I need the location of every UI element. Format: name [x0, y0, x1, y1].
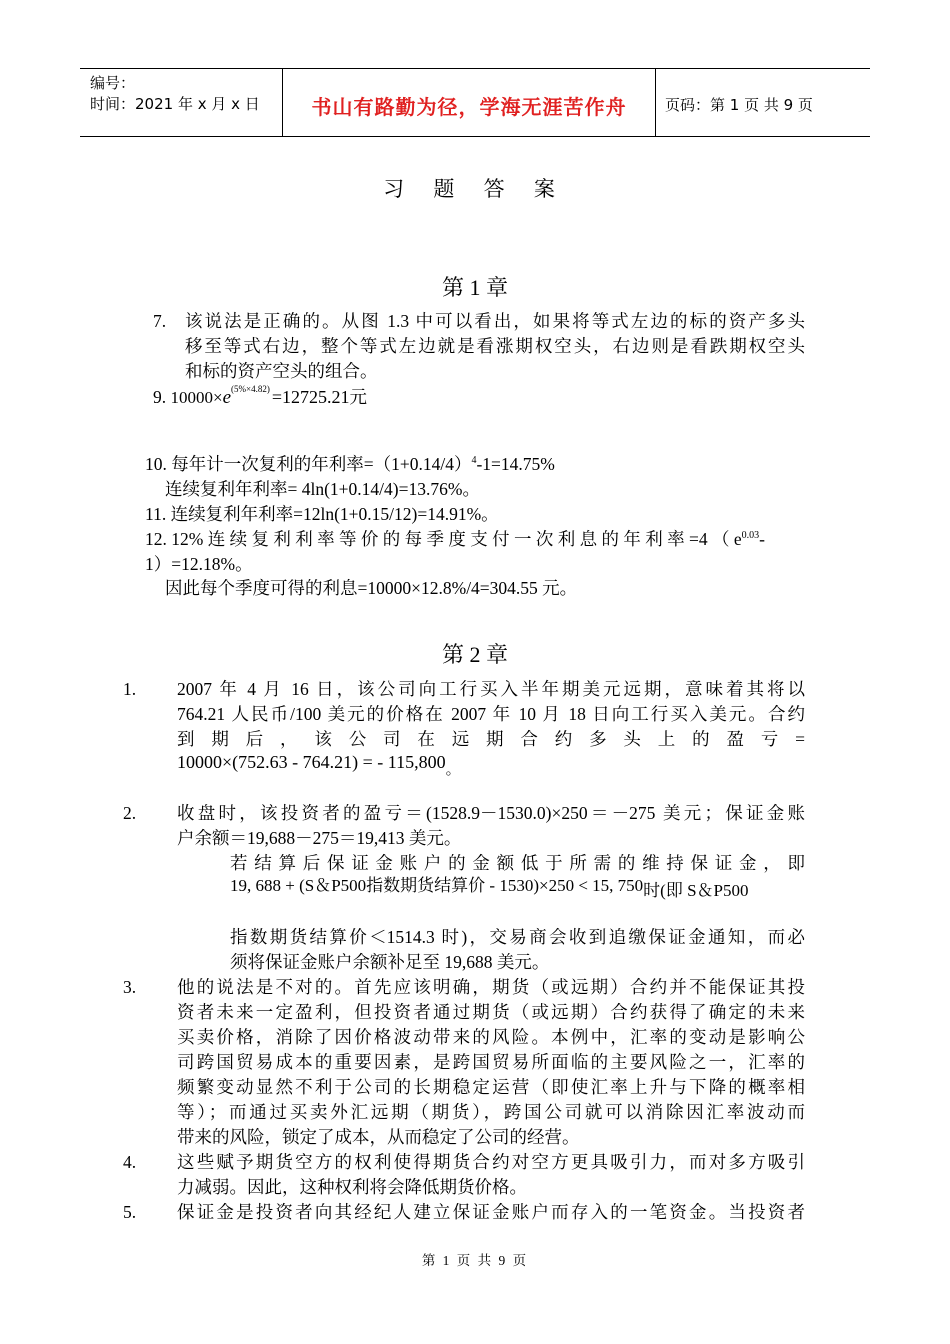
q9-e: e [222, 387, 232, 408]
a3-line-7: 带来的风险，锁定了成本，从而稳定了公司的经营。 [177, 1127, 580, 1147]
date-label: 时间：2021 年 x 月 x 日 [90, 95, 260, 113]
a2-formula: 19, 688 + (S＆P500指数期货结算价 - 1530)×250 < 15, 750 [230, 876, 644, 895]
a2-line-4: 指数期货结算价＜1514.3 时)，交易商会收到追缴保证金通知，而必 [230, 927, 805, 947]
q9-answer [153, 384, 368, 408]
a1-formula-end: 。 [445, 762, 461, 778]
chapter-1-heading: 第 1 章 [441, 275, 508, 300]
a2-number: 2. [123, 803, 137, 823]
q12-text-end: - [759, 529, 765, 549]
a4-line-1: 这些赋予期货空方的权利使得期货合约对空方更具吸引力，而对多方吸引 [177, 1152, 805, 1172]
q12-line-1 [145, 531, 805, 549]
a3-line-2: 资者未来一定盈利，但投资者通过期货（或远期）合约获得了确定的未来 [177, 1002, 805, 1022]
q7-line-3: 和标的资产空头的组合。 [185, 361, 378, 381]
a1-formula-line [177, 752, 461, 778]
q7-line-2: 移至等式右边，整个等式左边就是看涨期权空头，右边则是看跌期权空头 [185, 336, 805, 356]
code-label: 编号： [90, 74, 136, 92]
header-left-cell [80, 69, 282, 136]
q12-text: 12. 12% 连 续 复 利 利 率 等 价 的 每 季 度 支 付 一 次 利 息 的 年 利 率 =4 （ e [145, 529, 742, 549]
q7-line-1: 该说法是正确的。从图 1.3 中可以看出，如果将等式左边的标的资产多头 [185, 311, 805, 331]
a4-number: 4. [123, 1152, 137, 1172]
q12-sup: 0.03 [741, 530, 760, 541]
a1-line-1: 2007 年 4 月 16 日，该公司向工行买入半年期美元远期，意味着其将以 [177, 679, 805, 699]
page-label: 页码：第 1 页 共 9 页 [665, 96, 813, 114]
q12-line-2: 1）=12.18%。 [145, 554, 253, 574]
q7-number: 7. [153, 311, 167, 331]
page-footer: 第 1 页 共 9 页 [421, 1253, 529, 1268]
a2-line-5: 须将保证金账户余额补足至 19,688 美元。 [230, 952, 550, 972]
motto-text: 书山有路勤为径，学海无涯苦作舟 [311, 95, 627, 119]
q9-exponent: (5%×4.82) [231, 384, 270, 394]
q10-line-2: 连续复利年利率= 4ln(1+0.14/4)=13.76%。 [165, 479, 480, 499]
a3-line-4: 司跨国贸易成本的重要因素，是跨国贸易所面临的主要风险之一，汇率的 [177, 1052, 805, 1072]
a1-line-2: 764.21 人民币/100 美元的价格在 2007 年 10 月 18 日向工行买入美元。合约 [177, 704, 805, 724]
q10-line-1 [145, 456, 555, 474]
a3-number: 3. [123, 977, 137, 997]
chapter-2-heading: 第 2 章 [441, 642, 508, 667]
a3-line-1: 他的说法是不对的。首先应该明确，期货（或远期）合约并不能保证其投 [177, 977, 805, 997]
a1-number: 1. [123, 679, 137, 699]
a5-line-1: 保证金是投资者向其经纪人建立保证金账户而存入的一笔资金。当投资者 [177, 1202, 805, 1222]
a3-line-3: 买卖价格，消除了因价格波动带来的风险。本例中，汇率的变动是影响公 [177, 1027, 805, 1047]
q10-sup: 4 [471, 455, 477, 466]
a2-line-2: 户余额＝19,688－275＝19,413 美元。 [177, 828, 462, 848]
q9-unit: 元 [349, 387, 368, 407]
q10-text: 10. 每年计一次复利的年利率=（1+0.14/4） [145, 454, 472, 474]
a3-line-5: 频繁变动显然不利于公司的长期稳定运营（即使汇率上升与下降的概率相 [177, 1077, 805, 1097]
header-page-cell [655, 69, 870, 136]
a4-line-2: 力减弱。因此，这种权利将会降低期货价格。 [177, 1177, 527, 1197]
document-title: 习 题 答 案 [383, 177, 567, 201]
header-motto-cell [282, 69, 656, 136]
q9-number: 9. [153, 387, 167, 407]
a2-formula-end: 时(即 S＆P500 [643, 881, 749, 900]
q10-text-end: -1=14.75% [476, 454, 555, 474]
a2-line-1: 收盘时，该投资者的盈亏＝(1528.9－1530.0)×250＝－275 美元；保证金账 [177, 803, 805, 823]
a5-number: 5. [123, 1202, 137, 1222]
a3-line-6: 等）；而通过买卖外汇远期（期货），跨国公司就可以消除因汇率波动而 [177, 1102, 805, 1122]
a1-formula: 10000×(752.63 - 764.21) = - 115,800 [177, 752, 446, 772]
q12-line-3: 因此每个季度可得的利息=10000×12.8%/4=304.55 元。 [165, 578, 578, 598]
a2-formula-line [230, 876, 749, 900]
q9-result: =12725.21 [271, 387, 350, 407]
q11-line: 11. 连续复利年利率=12ln(1+0.15/12)=14.91%。 [145, 504, 499, 524]
page-header [80, 68, 870, 137]
a1-line-3: 到 期 后 ， 该 公 司 在 远 期 合 约 多 头 上 的 盈 亏 = [177, 729, 805, 749]
a2-line-3: 若 结 算 后 保 证 金 账 户 的 金 额 低 于 所 需 的 维 持 保 证 金 ， 即 [230, 853, 805, 873]
q9-base: 10000× [170, 388, 223, 407]
